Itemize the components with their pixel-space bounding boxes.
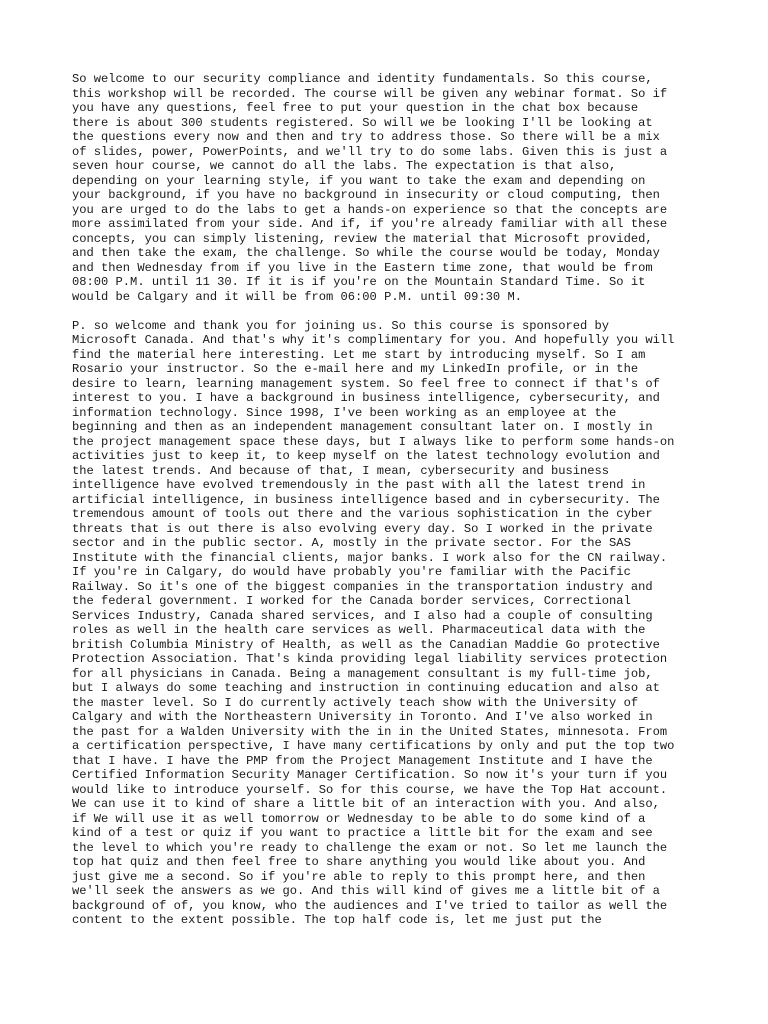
text-line: for all physicians in Canada. Being a management consultant is my full-time job, bbox=[72, 666, 653, 681]
text-line: threats that is out there is also evolving every day. So I worked in the private bbox=[72, 521, 653, 536]
text-line: and then Wednesday from if you live in the Eastern time zone, that would be from bbox=[72, 260, 653, 275]
text-line: and then take the exam, the challenge. So while the course would be today, Monday bbox=[72, 246, 660, 260]
text-line: Institute with the financial clients, major banks. I work also for the CN railway. bbox=[72, 550, 668, 565]
text-line: Protection Association. That's kinda providing legal liability services protection bbox=[72, 652, 668, 666]
text-line: the past for a Walden University with the in in the United States, minnesota. From bbox=[72, 724, 668, 739]
text-line: 08:00 P.M. until 11 30. If it is if you're on the Mountain Standard Time. So it bbox=[72, 275, 646, 289]
text-line: british Columbia Ministry of Health, as well as the Canadian Maddie Go protective bbox=[72, 637, 660, 652]
text-line: there is about 300 students registered. So will we be looking I'll be looking at bbox=[72, 115, 653, 130]
text-line: roles as well in the health care services as well. Pharmaceutical data with the bbox=[72, 623, 646, 637]
text-line: artificial intelligence, in business intelligence based and in cybersecurity. The bbox=[72, 492, 660, 507]
text-line: activities just to keep it, to keep myself on the latest technology evolution and bbox=[72, 449, 660, 463]
text-line: the project management space these days, but I always like to perform some hands-on bbox=[72, 434, 675, 449]
text-line: would be Calgary and it will be from 06:00 P.M. until 09:30 M. bbox=[72, 289, 522, 304]
text-line: concepts, you can simply listening, review the material that Microsoft provided, bbox=[72, 231, 653, 246]
text-line: if We will use it as well tomorrow or Wednesday to be able to do some kind of a bbox=[72, 811, 646, 826]
text-line: Rosario your instructor. So the e-mail here and my LinkedIn profile, or in the bbox=[72, 362, 639, 376]
text-line: kind of a test or quiz if you want to practice a little bit for the exam and see bbox=[72, 826, 653, 840]
text-line: Services Industry, Canada shared services, and I also had a couple of consulting bbox=[72, 608, 653, 623]
text-line: of slides, power, PowerPoints, and we'll try to do some labs. Given this is just a bbox=[72, 144, 668, 159]
text-line: background of of, you know, who the audiences and I've tried to tailor as well the bbox=[72, 898, 668, 913]
text-line: We can use it to kind of share a little bit of an interaction with you. And also, bbox=[72, 797, 660, 811]
text-line: but I always do some teaching and instruction in continuing education and also at bbox=[72, 681, 660, 695]
document-page bbox=[72, 72, 712, 928]
text-line: the latest trends. And because of that, I mean, cybersecurity and business bbox=[72, 463, 610, 478]
text-line: Certified Information Security Manager Certification. So now it's your turn if you bbox=[72, 768, 668, 782]
text-line: the federal government. I worked for the Canada border services, Correctional bbox=[72, 594, 631, 608]
text-line: Railway. So it's one of the biggest companies in the transportation industry and bbox=[72, 579, 653, 594]
text-line: just give me a second. So if you're able to reply to this prompt here, and then bbox=[72, 869, 646, 884]
paragraph-2 bbox=[72, 319, 712, 928]
text-line: content to the extent possible. The top half code is, let me just put the bbox=[72, 913, 602, 927]
text-line: your background, if you have no background in insecurity or cloud computing, then bbox=[72, 188, 660, 202]
text-line: you are urged to do the labs to get a hands-on experience so that the concepts are bbox=[72, 202, 668, 217]
text-line: the level to which you're ready to challenge the exam or not. So let me launch the bbox=[72, 840, 668, 855]
paragraph-gap bbox=[72, 304, 712, 319]
text-line: more assimilated from your side. And if, if you're already familiar with all these bbox=[72, 217, 668, 231]
text-line: top hat quiz and then feel free to share anything you would like about you. And bbox=[72, 855, 646, 869]
text-line: So welcome to our security compliance and identity fundamentals. So this course, bbox=[72, 72, 653, 86]
text-line: sector and in the public sector. A, mostly in the private sector. For the SAS bbox=[72, 536, 631, 550]
text-line: desire to learn, learning management system. So feel free to connect if that's of bbox=[72, 376, 660, 391]
text-line: a certification perspective, I have many certifications by only and put the top two bbox=[72, 739, 675, 753]
paragraph-1 bbox=[72, 72, 712, 304]
text-line: depending on your learning style, if you want to take the exam and depending on bbox=[72, 173, 646, 188]
text-line: you have any questions, feel free to put your question in the chat box because bbox=[72, 101, 639, 115]
text-line: information technology. Since 1998, I've been working as an employee at the bbox=[72, 405, 617, 420]
text-line: that I have. I have the PMP from the Project Management Institute and I have the bbox=[72, 753, 653, 768]
text-line: interest to you. I have a background in business intelligence, cybersecurity, and bbox=[72, 391, 660, 405]
text-line: If you're in Calgary, do would have probably you're familiar with the Pacific bbox=[72, 565, 631, 579]
text-line: Microsoft Canada. And that's why it's complimentary for you. And hopefully you will bbox=[72, 333, 675, 347]
text-line: the master level. So I do currently actively teach show with the University of bbox=[72, 695, 639, 710]
text-line: intelligence have evolved tremendously in the past with all the latest trend in bbox=[72, 478, 646, 492]
text-line: tremendous amount of tools out there and the various sophistication in the cyber bbox=[72, 507, 653, 521]
text-line: the questions every now and then and try to address those. So there will be a mix bbox=[72, 130, 660, 144]
text-line: find the material here interesting. Let me start by introducing myself. So I am bbox=[72, 347, 646, 362]
text-line: we'll seek the answers as we go. And this will kind of gives me a little bit of a bbox=[72, 884, 660, 898]
text-line: Calgary and with the Northeastern University in Toronto. And I've also worked in bbox=[72, 710, 653, 724]
text-line: beginning and then as an independent management consultant later on. I mostly in bbox=[72, 420, 653, 434]
text-line: would like to introduce yourself. So for this course, we have the Top Hat account. bbox=[72, 782, 668, 797]
text-line: P. so welcome and thank you for joining us. So this course is sponsored by bbox=[72, 318, 610, 333]
text-line: this workshop will be recorded. The course will be given any webinar format. So if bbox=[72, 86, 668, 101]
text-line: seven hour course, we cannot do all the labs. The expectation is that also, bbox=[72, 159, 617, 173]
